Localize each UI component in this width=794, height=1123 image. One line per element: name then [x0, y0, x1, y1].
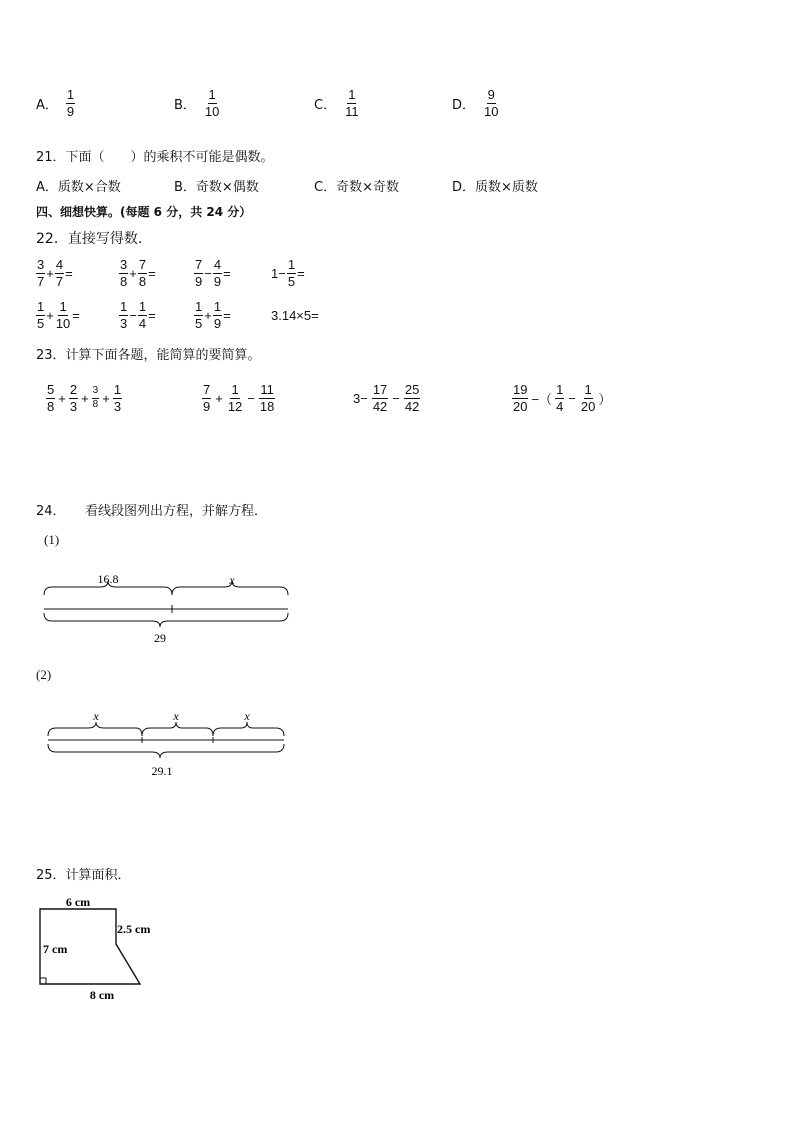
q22-item: $\frac{3}{8}$ + $\frac{7}{8}$ = — [120, 256, 156, 289]
q22-item: $\frac{1}{5}$ + $\frac{1}{9}$ = — [195, 298, 231, 331]
q21-option-c: C．奇数×奇数 — [314, 180, 399, 195]
top-length-label: 6 cm — [65, 895, 91, 909]
q22-item: 3.14×5= — [271, 307, 319, 323]
option-letter: D． — [452, 97, 476, 113]
option-letter: C． — [314, 97, 337, 113]
q22-row-2 — [36, 298, 320, 332]
total-label: 29.1 — [151, 764, 173, 778]
bottom-brace — [48, 744, 284, 758]
q23-expression-2: $\frac{7}{9}$ + $\frac{1}{12}$ − $\frac{11}{18}$ — [203, 381, 275, 414]
q20-option-a — [36, 88, 75, 118]
bottom-brace — [44, 613, 288, 627]
q23-expression-1: $\frac{5}{8}$ + $\frac{2}{3}$ + $\frac{3}{8}$ + $\frac{1}{3}$ — [47, 381, 122, 414]
q25-stem: 25．计算面积． — [36, 868, 131, 883]
q23-expression-4: $\frac{19}{20}$ −（ $\frac{1}{4}$ − $\frac{1}{20}$ ） — [513, 381, 612, 414]
option-fraction: $\frac{1}{10}$ — [204, 87, 220, 119]
top-brace-1 — [48, 722, 142, 736]
option-fraction: $\frac{1}{9}$ — [66, 87, 75, 119]
q21-option-b: B．奇数×偶数 — [174, 180, 259, 195]
q24-part2-label: (2) — [36, 667, 52, 682]
total-label: 29 — [154, 631, 166, 645]
left-value-label: 16.8 — [97, 572, 119, 586]
q23-expression-3: 3− $\frac{17}{42}$ − $\frac{25}{42}$ — [353, 381, 420, 414]
q21-option-d: D．质数×质数 — [452, 180, 538, 195]
top-brace-2 — [142, 722, 213, 736]
q22-item: $\frac{7}{9}$ − $\frac{4}{9}$ = — [195, 256, 231, 289]
right-value-label: x — [229, 573, 235, 587]
q20-option-d — [452, 88, 499, 118]
q21-stem: 21．下面（ ）的乘积不可能是偶数。 — [36, 150, 274, 165]
q20-options — [36, 88, 536, 132]
left-length-label: 7 cm — [43, 942, 68, 956]
q20-option-c — [314, 88, 360, 118]
segment-1-label: x — [93, 709, 99, 723]
section-title: 四、细想快算。(每题 6 分，共 24 分） — [36, 205, 252, 219]
q21-option-a: A．质数×合数 — [36, 180, 121, 195]
q24-diagram-2 — [40, 708, 296, 788]
option-fraction: $\frac{1}{11}$ — [345, 87, 359, 119]
segment-3-label: x — [244, 709, 250, 723]
q22-row-1 — [36, 256, 306, 290]
option-letter: A． — [36, 97, 58, 113]
q22-stem: 22．直接写得数. — [36, 231, 143, 247]
q25-trapezoid-figure — [36, 892, 176, 1006]
top-brace-3 — [213, 722, 284, 736]
segment-2-label: x — [173, 709, 179, 723]
q24-diagram-1 — [36, 570, 296, 650]
q22-item: 1− $\frac{1}{5}$ = — [271, 256, 305, 289]
q24-stem: 24． 看线段图列出方程，并解方程． — [36, 504, 268, 519]
q20-option-b — [174, 88, 220, 118]
right-angle-mark — [40, 978, 46, 984]
q22-item: $\frac{1}{3}$ − $\frac{1}{4}$ = — [120, 298, 156, 331]
q24-part1-label: (1) — [44, 532, 60, 547]
q22-item: $\frac{1}{5}$ + $\frac{1}{10}$ = — [37, 298, 80, 331]
right-length-label: 2.5 cm — [117, 922, 151, 936]
q23-stem: 23．计算下面各题，能简算的要简算。 — [36, 348, 261, 363]
bottom-length-label: 8 cm — [89, 988, 115, 1002]
q22-item: $\frac{3}{7}$ + $\frac{4}{7}$ = — [37, 256, 73, 289]
option-fraction: $\frac{9}{10}$ — [484, 87, 499, 119]
option-letter: B． — [174, 97, 196, 113]
